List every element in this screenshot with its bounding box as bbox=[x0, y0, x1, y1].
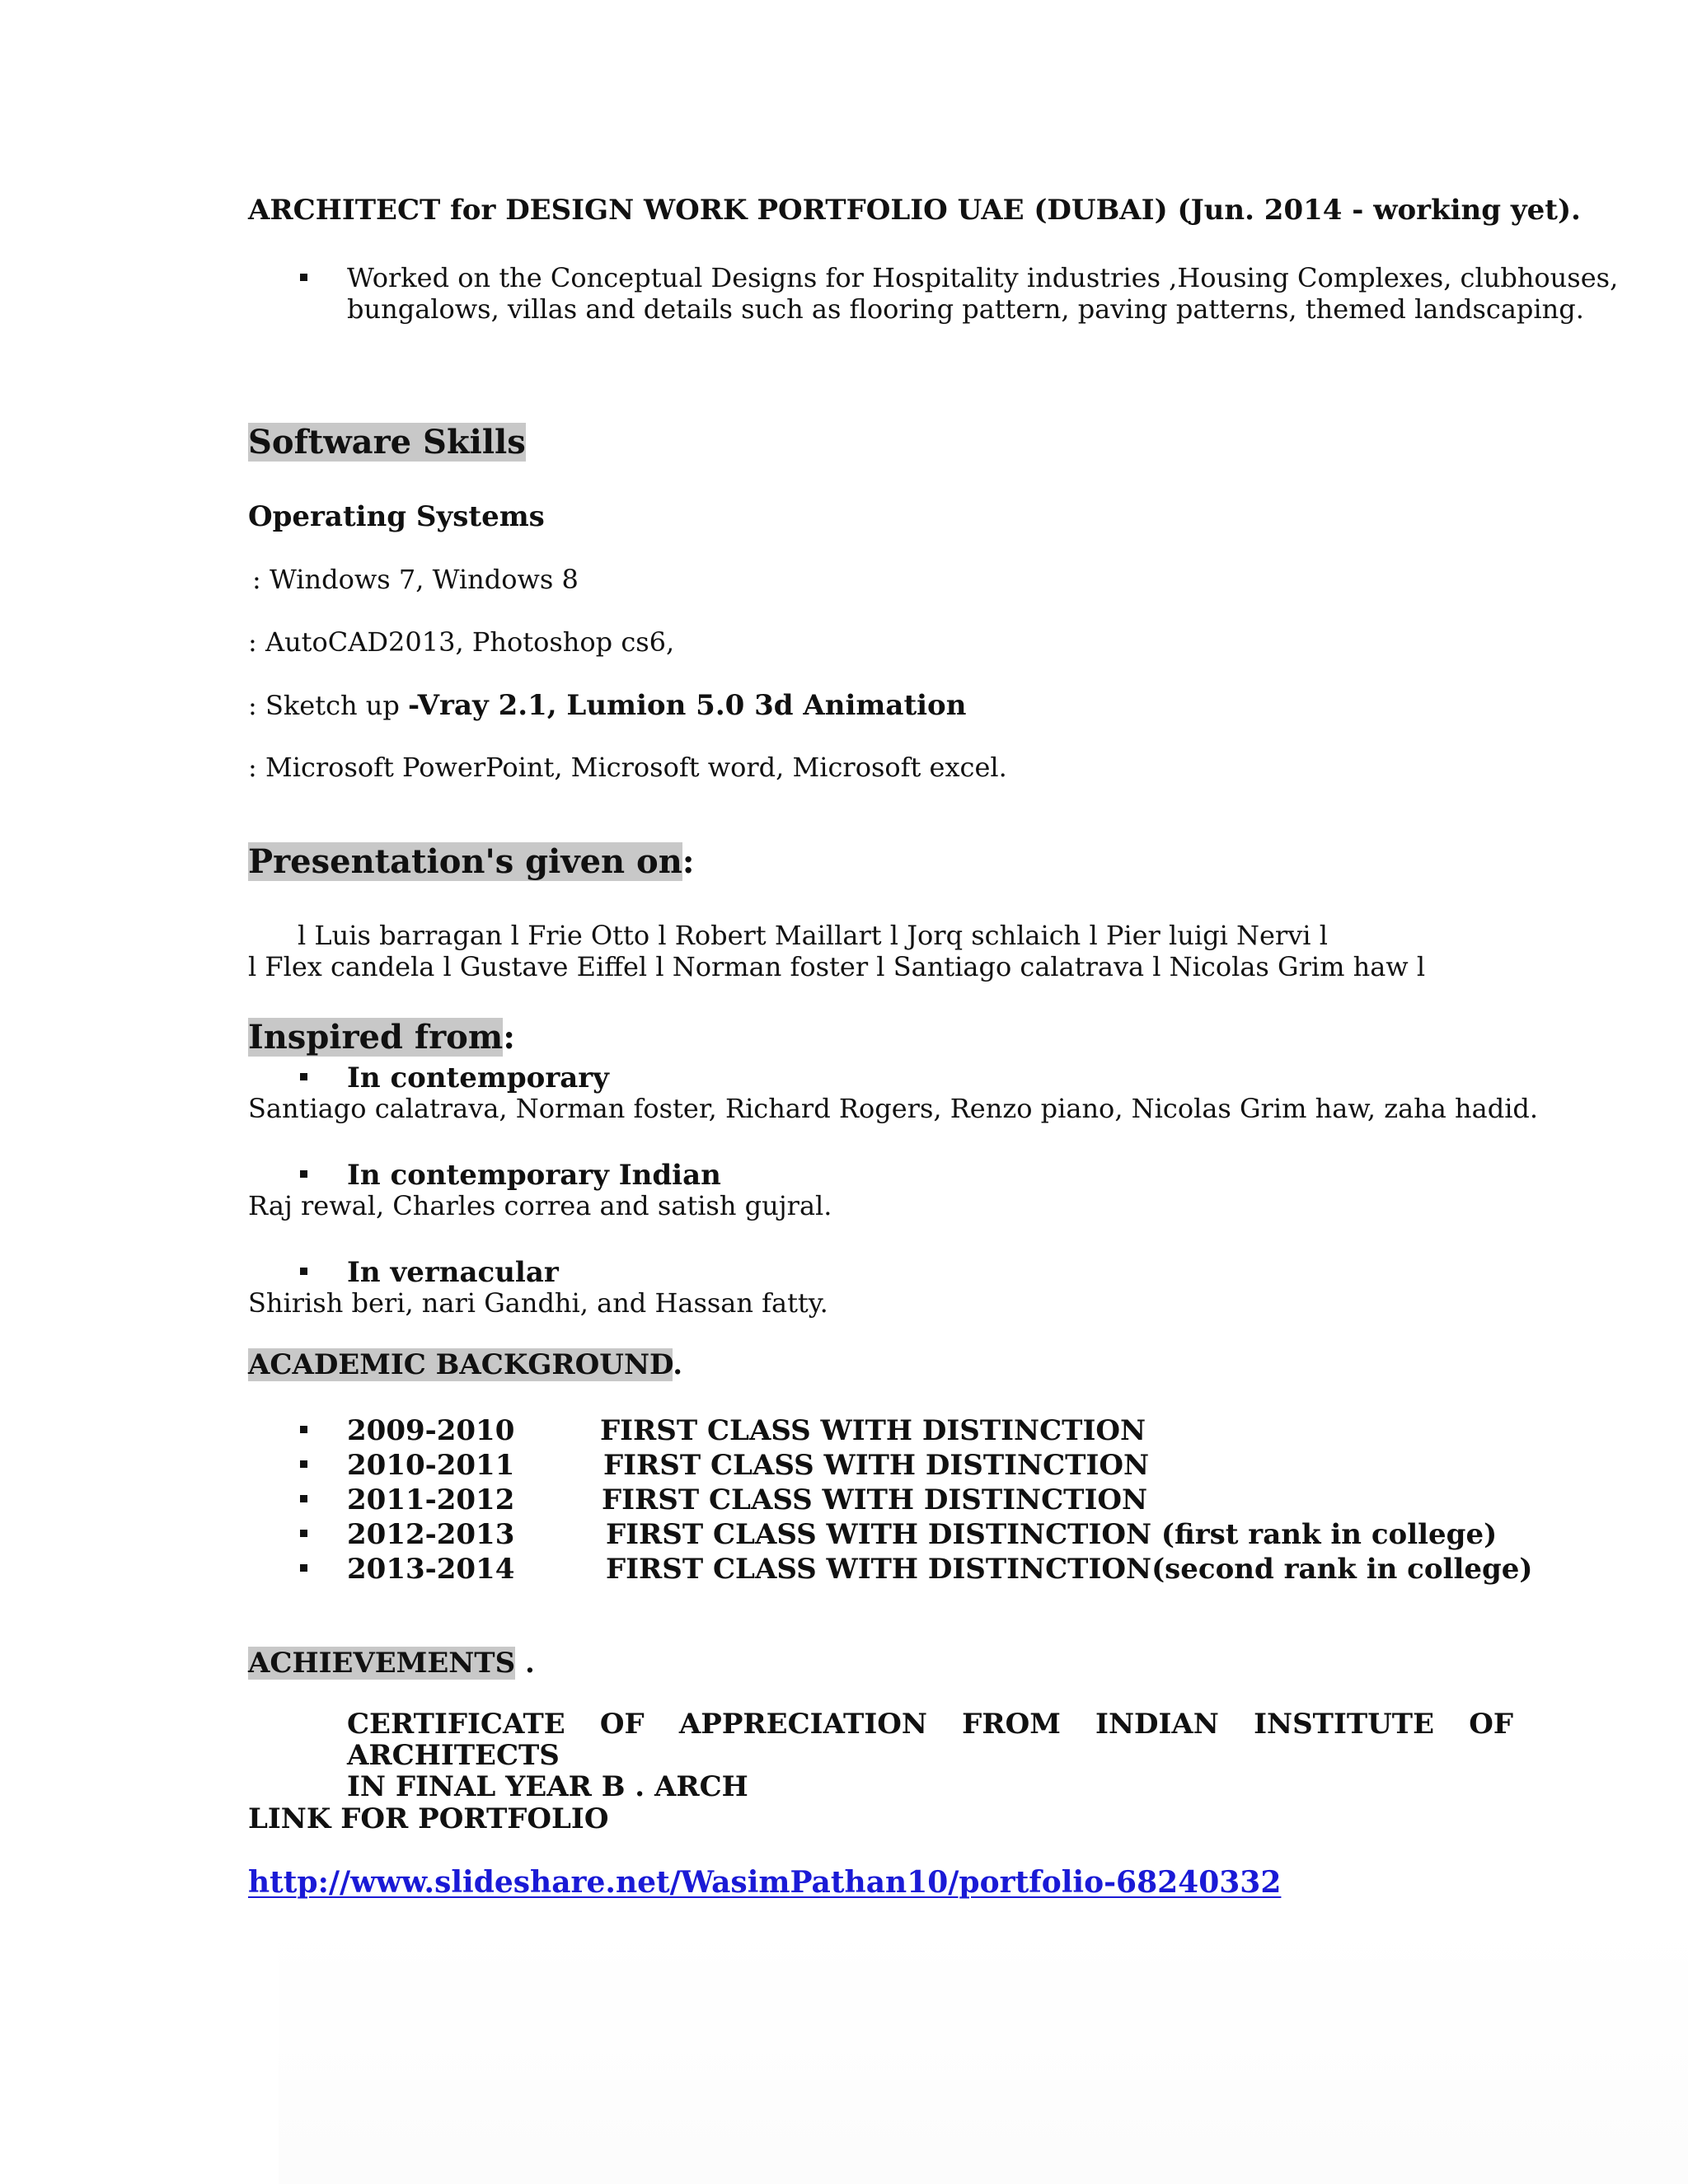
academic-year: 2012-2013 bbox=[347, 1518, 515, 1551]
inspired-group-names: Shirish beri, nari Gandhi, and Hassan fatty. bbox=[248, 1287, 828, 1319]
presentations-line-1: l Luis barragan l Frie Otto l Robert Maillart l Jorq schlaich l Pier luigi Nervi l bbox=[298, 920, 1328, 951]
achievement-line-1: CERTIFICATE OF APPRECIATION FROM INDIAN INSTITUTE OF ARCHITECTS bbox=[347, 1708, 1513, 1772]
academic-heading: ACADEMIC BACKGROUND. bbox=[248, 1348, 683, 1381]
portfolio-label: LINK FOR PORTFOLIO bbox=[248, 1802, 609, 1835]
inspired-group-names: Raj rewal, Charles correa and satish gujral. bbox=[248, 1190, 832, 1221]
bullet-icon bbox=[300, 1460, 307, 1468]
software-line-3: : Sketch up -Vray 2.1, Lumion 5.0 3d Animation bbox=[248, 689, 967, 722]
academic-result: FIRST CLASS WITH DISTINCTION(second rank in college) bbox=[606, 1553, 1533, 1586]
academic-year: 2010-2011 bbox=[347, 1449, 515, 1482]
achievement-line-2: IN FINAL YEAR B . ARCH bbox=[347, 1770, 748, 1803]
software-line-4: : Microsoft PowerPoint, Microsoft word, Microsoft excel. bbox=[248, 752, 1007, 783]
inspired-group-label: In contemporary Indian bbox=[347, 1159, 721, 1192]
academic-result: FIRST CLASS WITH DISTINCTION bbox=[602, 1483, 1148, 1516]
bullet-icon bbox=[300, 274, 307, 281]
inspired-group-label: In vernacular bbox=[347, 1256, 559, 1289]
bullet-icon bbox=[300, 1530, 307, 1537]
achievement-item bbox=[347, 1708, 1513, 1802]
bullet-icon bbox=[300, 1170, 307, 1178]
portfolio-link[interactable]: http://www.slideshare.net/WasimPathan10/portfolio-68240332 bbox=[248, 1865, 1282, 1900]
academic-result: FIRST CLASS WITH DISTINCTION bbox=[603, 1449, 1150, 1482]
experience-bullet-line2: bungalows, villas and details such as flooring pattern, paving patterns, themed landscaping. bbox=[347, 293, 1584, 325]
page-shade bbox=[279, 1920, 1688, 2184]
bullet-icon bbox=[300, 1426, 307, 1433]
experience-title: ARCHITECT for DESIGN WORK PORTFOLIO UAE (DUBAI) (Jun. 2014 - working yet). bbox=[248, 194, 1581, 227]
academic-result: FIRST CLASS WITH DISTINCTION (first rank in college) bbox=[606, 1518, 1498, 1551]
bullet-icon bbox=[300, 1268, 307, 1275]
presentations-line-2: l Flex candela l Gustave Eiffel l Norman foster l Santiago calatrava l Nicolas Grim haw l bbox=[248, 951, 1426, 982]
inspired-group-names: Santiago calatrava, Norman foster, Richard Rogers, Renzo piano, Nicolas Grim haw, zaha hadid. bbox=[248, 1093, 1539, 1124]
academic-year: 2011-2012 bbox=[347, 1483, 515, 1516]
software-line-1: : Windows 7, Windows 8 bbox=[252, 564, 579, 595]
academic-result: FIRST CLASS WITH DISTINCTION bbox=[600, 1414, 1146, 1447]
bullet-icon bbox=[300, 1495, 307, 1502]
achievements-heading: ACHIEVEMENTS . bbox=[248, 1647, 535, 1680]
presentations-heading: Presentation's given on: bbox=[248, 842, 695, 881]
academic-year: 2013-2014 bbox=[347, 1553, 515, 1586]
experience-bullet-line1: Worked on the Conceptual Designs for Hospitality industries ,Housing Complexes, clubhouses, bbox=[347, 262, 1619, 293]
academic-year: 2009-2010 bbox=[347, 1414, 515, 1447]
inspired-heading: Inspired from: bbox=[248, 1018, 515, 1057]
bullet-icon bbox=[300, 1564, 307, 1572]
operating-systems-label: Operating Systems bbox=[248, 500, 545, 533]
software-skills-heading: Software Skills bbox=[248, 423, 526, 462]
bullet-icon bbox=[300, 1073, 307, 1080]
software-line-2: : AutoCAD2013, Photoshop cs6, bbox=[248, 626, 675, 658]
inspired-group-label: In contemporary bbox=[347, 1062, 609, 1094]
